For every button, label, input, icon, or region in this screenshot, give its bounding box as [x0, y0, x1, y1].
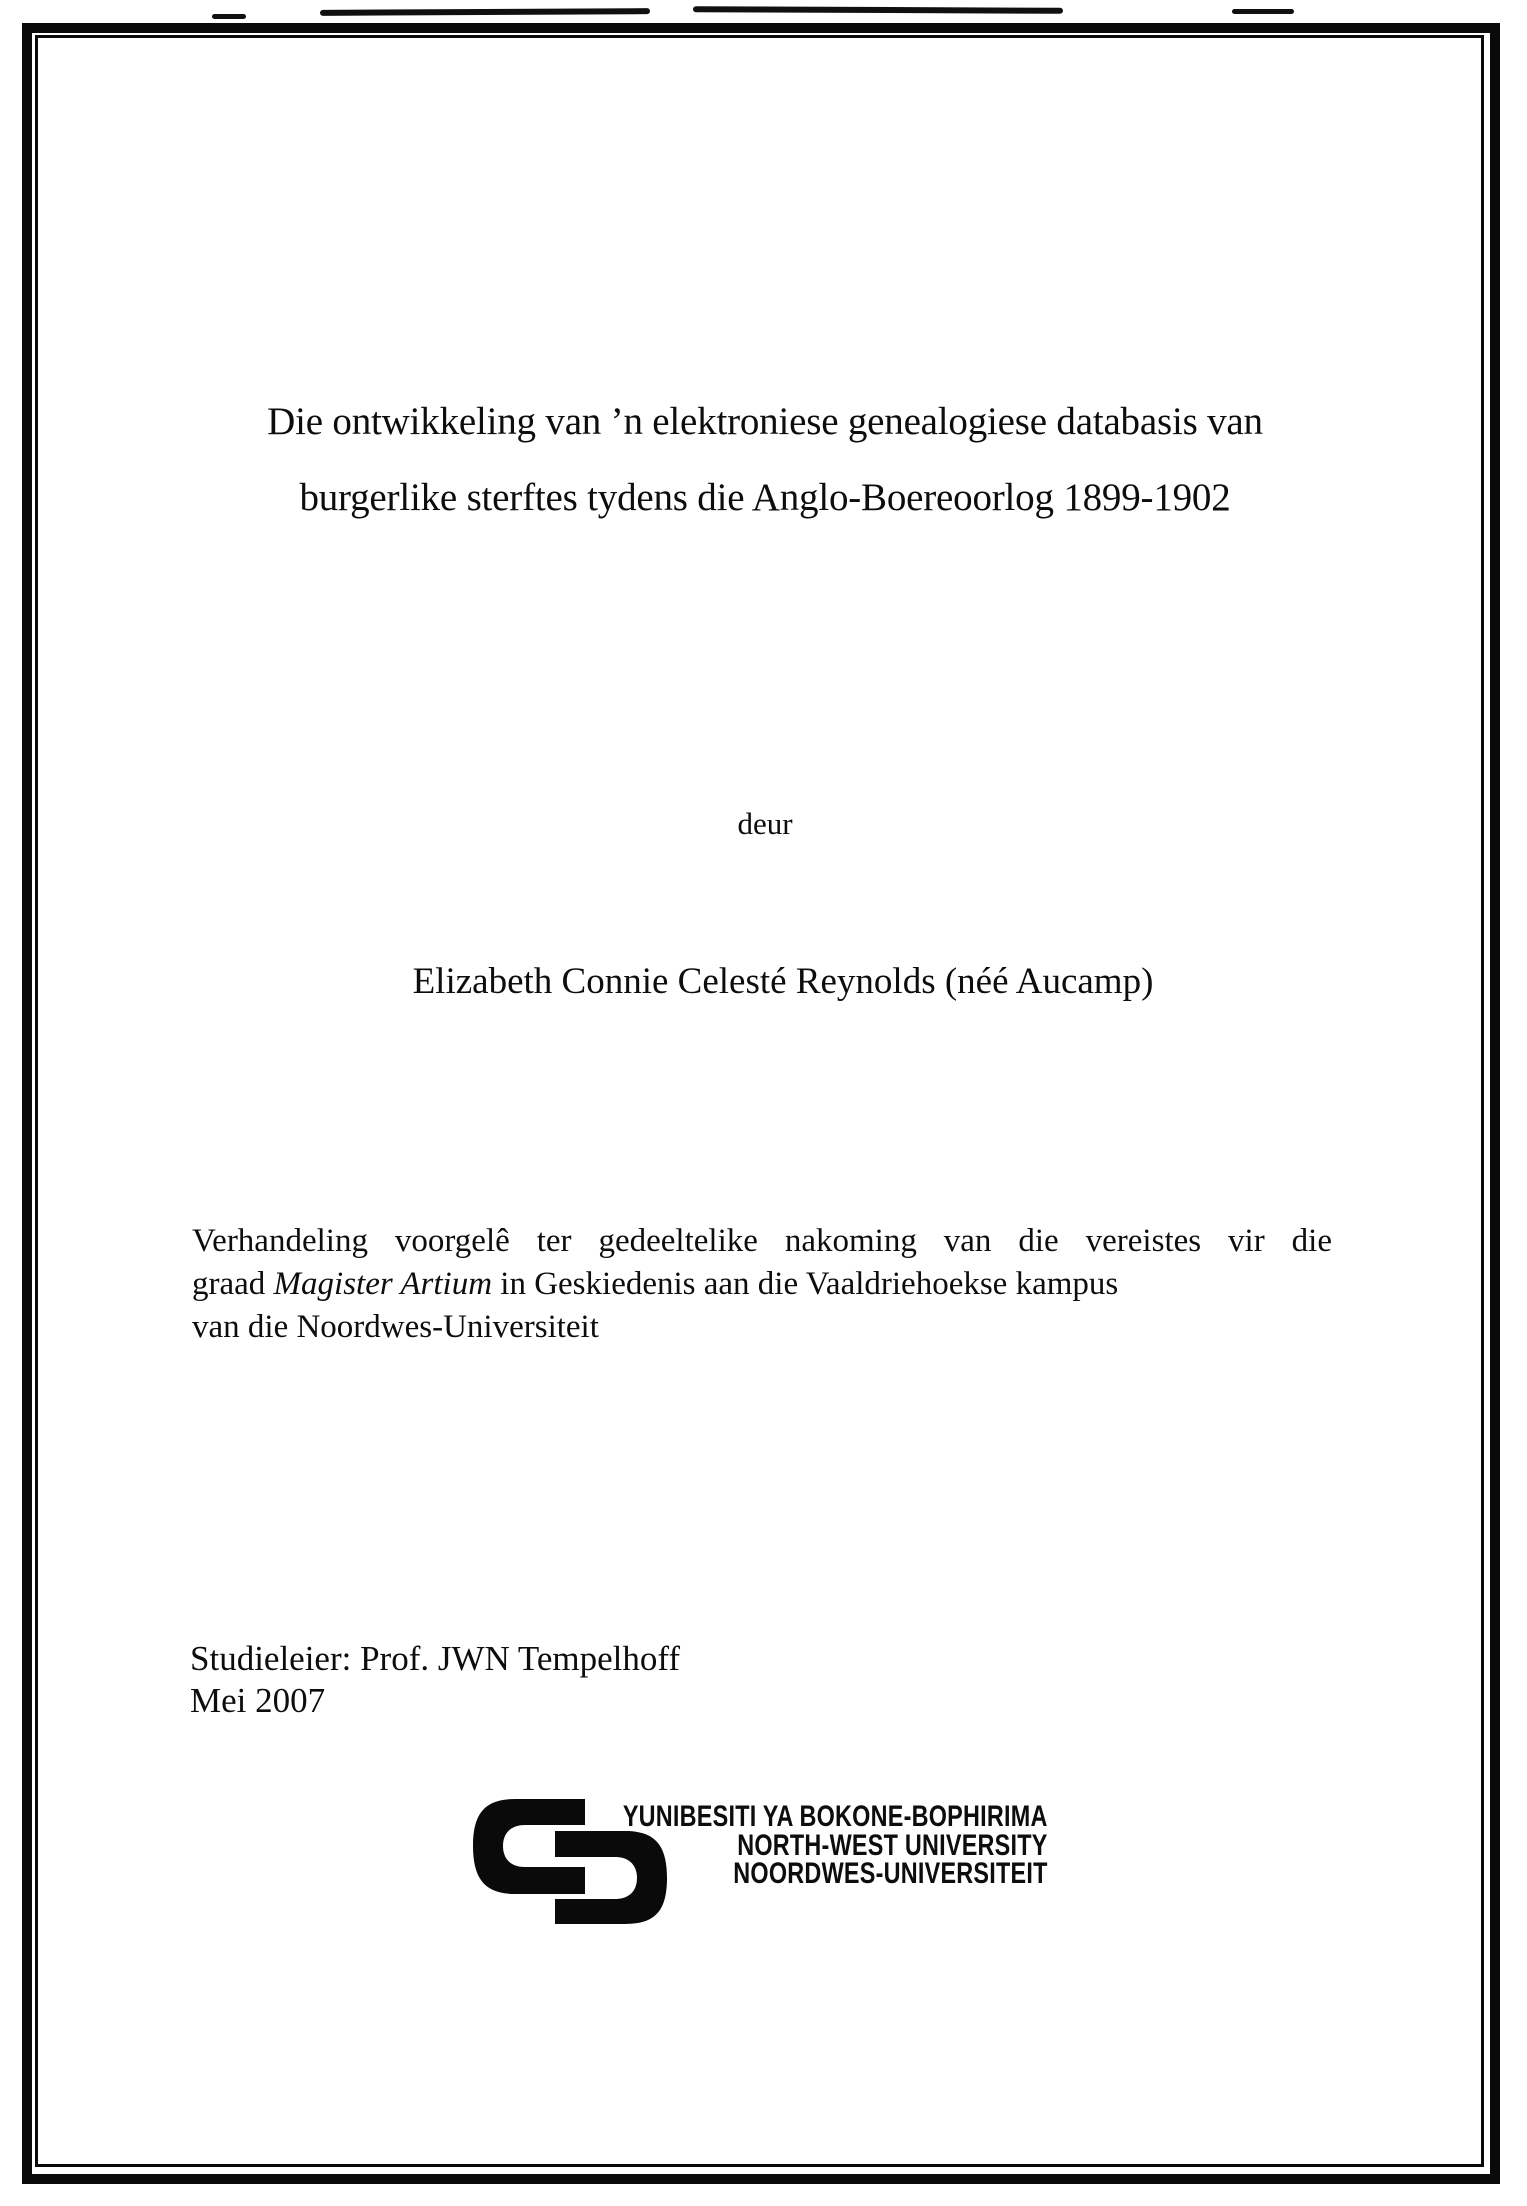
statement-line2-suffix: in Geskiedenis aan die Vaaldriehoekse kampus: [492, 1266, 1119, 1302]
byline: deur: [737, 806, 793, 841]
author-name: Elizabeth Connie Celesté Reynolds (néé Aucamp): [412, 961, 1154, 1002]
scan-artifact: [212, 14, 246, 19]
supervisor-line: Studieleier: Prof. JWN Tempelhoff: [190, 1639, 681, 1678]
degree-statement-line3: van die Noordwes-Universiteit: [192, 1309, 599, 1345]
thesis-title-line1: Die ontwikkeling van ’n elektroniese genealogiese databasis van: [267, 400, 1263, 443]
supervisor-block: [190, 1638, 680, 1722]
scan-artifact: [320, 8, 650, 16]
degree-statement-line1: Verhandeling voorgelê ter gedeeltelike nakoming van die vereistes vir die: [192, 1223, 1332, 1259]
date-line: Mei 2007: [190, 1681, 326, 1720]
thesis-title-line2: burgerlike sterftes tydens die Anglo-Boereoorlog 1899-1902: [299, 476, 1231, 519]
scan-artifact: [693, 6, 1063, 14]
nwu-logo-wordmark: [623, 1800, 1048, 1890]
degree-statement-line2: [192, 1263, 1332, 1306]
logo-line-setswana: YUNIBESITI YA BOKONE-BOPHIRIMA: [623, 1800, 1048, 1833]
degree-name-italic: Magister Artium: [273, 1266, 493, 1302]
logo-line-english: NORTH-WEST UNIVERSITY: [737, 1828, 1048, 1862]
statement-line2-prefix: graad: [192, 1266, 274, 1302]
degree-statement: [192, 1220, 1332, 1349]
thesis-title: [195, 384, 1335, 536]
scan-artifact: [1232, 9, 1294, 14]
logo-line-afrikaans: NOORDWES-UNIVERSITEIT: [733, 1857, 1048, 1890]
